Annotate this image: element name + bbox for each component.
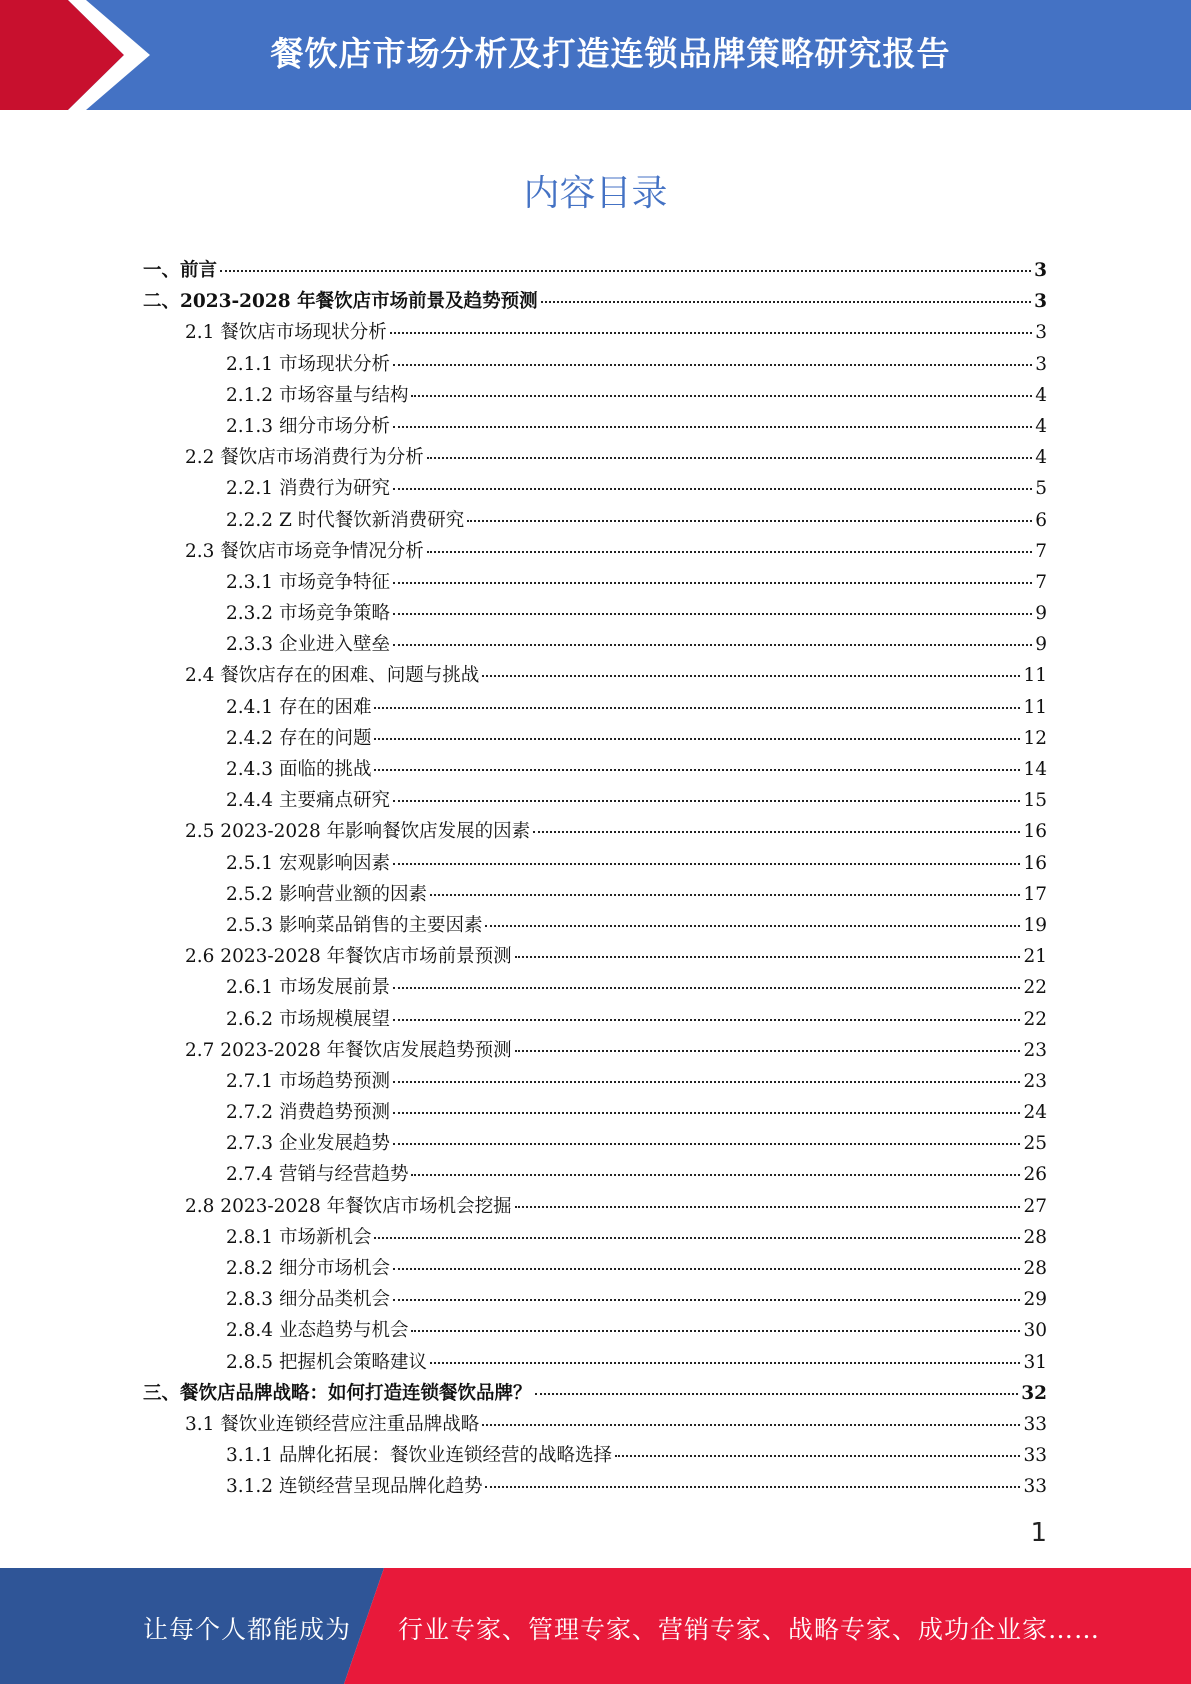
toc-entry-label: 2.3.1 市场竞争特征	[226, 571, 390, 593]
toc-entry-label: 2.7.1 市场趋势预测	[226, 1070, 390, 1092]
toc-entry-page: 3	[1035, 322, 1047, 344]
footer-slogan-right: 行业专家、管理专家、营销专家、战略专家、成功企业家……	[398, 1615, 1101, 1644]
toc-entry-page: 22	[1023, 1008, 1047, 1030]
toc-entry-page: 21	[1023, 946, 1047, 968]
toc-title: 内容目录	[523, 173, 668, 214]
toc-entry-label: 2.4.3 面临的挑战	[226, 759, 372, 780]
toc-entry[interactable]	[143, 1409, 1047, 1440]
toc-entry-page: 19	[1023, 914, 1047, 936]
toc-entry[interactable]	[143, 598, 1047, 629]
toc-entry[interactable]	[143, 1284, 1047, 1315]
toc-dot-leader	[430, 894, 1020, 896]
toc-entry-label: 2.7.2 消费趋势预测	[226, 1102, 390, 1124]
toc-entry-page: 26	[1023, 1164, 1047, 1186]
toc-entry-page: 16	[1023, 821, 1047, 843]
toc-entry-label: 三、餐饮店品牌战略：如何打造连锁餐饮品牌？	[143, 1382, 532, 1404]
toc-dot-leader	[411, 1174, 1020, 1176]
header-band	[0, 0, 1191, 110]
toc-dot-leader	[220, 270, 1031, 272]
toc-entry[interactable]	[143, 660, 1047, 691]
toc-entry-label: 2.1.1 市场现状分析	[226, 353, 390, 375]
toc-dot-leader	[390, 332, 1032, 334]
toc-entry[interactable]	[143, 723, 1047, 754]
toc-dot-leader	[411, 395, 1032, 397]
toc-entry[interactable]	[143, 1097, 1047, 1128]
toc-entry-label: 2.8.5 把握机会策略建议	[226, 1351, 427, 1373]
header-title: 餐饮店市场分析及打造连锁品牌策略研究报告	[270, 34, 951, 73]
toc-dot-leader	[485, 925, 1020, 927]
toc-entry[interactable]	[143, 910, 1047, 941]
toc-entry[interactable]	[143, 1222, 1047, 1253]
toc-entry-page: 31	[1023, 1351, 1047, 1373]
toc-entry-label: 2.6 2023-2028 年餐饮店市场前景预测	[185, 946, 512, 968]
toc-entry-page: 9	[1035, 634, 1047, 656]
toc-entry-page: 6	[1035, 509, 1047, 531]
toc-dot-leader	[393, 1112, 1020, 1114]
toc-entry-label: 2.5.2 影响营业额的因素	[226, 883, 427, 905]
page-number: 1	[1030, 1518, 1047, 1548]
toc-entry[interactable]	[143, 380, 1047, 411]
toc-entry-label: 2.6.2 市场规模展望	[226, 1008, 390, 1030]
toc-entry[interactable]	[143, 1159, 1047, 1190]
toc-entry[interactable]	[143, 349, 1047, 380]
toc-dot-leader	[535, 1393, 1019, 1395]
toc-entry-label: 2.7.4 营销与经营趋势	[226, 1164, 409, 1186]
toc-entry[interactable]	[143, 473, 1047, 504]
table-of-contents	[143, 255, 1047, 1503]
toc-entry-page: 17	[1023, 883, 1047, 905]
toc-entry[interactable]	[143, 286, 1047, 317]
toc-dot-leader	[393, 488, 1032, 490]
toc-entry[interactable]	[143, 879, 1047, 910]
toc-entry-page: 32	[1021, 1382, 1047, 1404]
toc-entry-label: 2.5.1 宏观影响因素	[226, 852, 390, 874]
toc-dot-leader	[541, 301, 1032, 303]
toc-entry-page: 11	[1023, 665, 1047, 687]
toc-entry-label: 2.8.1 市场新机会	[226, 1226, 372, 1248]
toc-entry-page: 7	[1035, 571, 1047, 593]
toc-entry-label: 2.8.3 细分品类机会	[226, 1289, 390, 1311]
toc-entry-page: 14	[1023, 759, 1047, 780]
toc-entry[interactable]	[143, 629, 1047, 660]
toc-dot-leader	[485, 1486, 1020, 1488]
toc-entry-label: 2.2 餐饮店市场消费行为分析	[185, 447, 424, 469]
toc-entry[interactable]	[143, 816, 1047, 847]
toc-dot-leader	[393, 1299, 1020, 1301]
toc-entry[interactable]	[143, 255, 1047, 286]
toc-dot-leader	[515, 1206, 1021, 1208]
toc-entry[interactable]	[143, 1035, 1047, 1066]
toc-dot-leader	[482, 1424, 1020, 1426]
toc-entry-label: 2.3.3 企业进入壁垒	[226, 634, 390, 656]
toc-dot-leader	[393, 1081, 1020, 1083]
toc-entry[interactable]	[143, 317, 1047, 348]
toc-entry-label: 二、2023-2028 年餐饮店市场前景及趋势预测	[143, 291, 538, 313]
toc-entry[interactable]	[143, 941, 1047, 972]
toc-entry-label: 3.1.2 连锁经营呈现品牌化趋势	[226, 1476, 483, 1498]
toc-entry-label: 2.4.2 存在的问题	[226, 727, 372, 749]
toc-entry-page: 28	[1023, 1258, 1047, 1279]
toc-dot-leader	[533, 831, 1020, 833]
footer-band	[0, 1568, 1191, 1684]
toc-entry-label: 3.1.1 品牌化拓展：餐饮业连锁经营的战略选择	[226, 1445, 612, 1467]
toc-dot-leader	[393, 613, 1032, 615]
toc-entry[interactable]	[143, 1440, 1047, 1471]
toc-dot-leader	[374, 707, 1020, 709]
toc-dot-leader	[393, 364, 1032, 366]
toc-entry-page: 22	[1023, 977, 1047, 999]
toc-dot-leader	[393, 800, 1020, 802]
toc-entry[interactable]	[143, 1378, 1047, 1409]
toc-dot-leader	[427, 551, 1032, 553]
toc-entry-page: 4	[1035, 384, 1047, 406]
toc-entry-label: 2.1.2 市场容量与结构	[226, 384, 409, 406]
toc-entry-page: 5	[1035, 478, 1047, 500]
toc-entry-page: 3	[1035, 353, 1047, 375]
toc-entry-label: 2.4.1 存在的困难	[226, 696, 372, 718]
toc-dot-leader	[374, 769, 1020, 771]
toc-entry-label: 2.6.1 市场发展前景	[226, 977, 390, 999]
toc-entry[interactable]	[143, 1315, 1047, 1346]
toc-entry-page: 4	[1035, 447, 1047, 469]
toc-entry-label: 2.5 2023-2028 年影响餐饮店发展的因素	[185, 821, 531, 843]
toc-entry[interactable]	[143, 785, 1047, 816]
toc-dot-leader	[393, 987, 1020, 989]
toc-dot-leader	[393, 863, 1020, 865]
toc-entry-page: 33	[1023, 1413, 1047, 1435]
toc-entry[interactable]	[143, 411, 1047, 442]
toc-entry[interactable]	[143, 1004, 1047, 1035]
toc-dot-leader	[430, 1362, 1020, 1364]
toc-entry[interactable]	[143, 692, 1047, 723]
toc-dot-leader	[615, 1455, 1020, 1457]
toc-entry-page: 7	[1035, 540, 1047, 562]
toc-entry[interactable]	[143, 1347, 1047, 1378]
toc-dot-leader	[515, 956, 1021, 958]
footer-slogan-left: 让每个人都能成为	[143, 1615, 352, 1644]
toc-entry-page: 24	[1023, 1102, 1047, 1124]
toc-dot-leader	[393, 582, 1032, 584]
toc-dot-leader	[374, 738, 1020, 740]
toc-entry[interactable]	[143, 1253, 1047, 1284]
toc-entry-page: 25	[1023, 1133, 1047, 1155]
toc-entry-page: 23	[1023, 1070, 1047, 1092]
toc-entry-label: 2.8 2023-2028 年餐饮店市场机会挖掘	[185, 1195, 512, 1217]
toc-entry-page: 3	[1034, 291, 1047, 313]
toc-entry-label: 2.8.4 业态趋势与机会	[226, 1320, 409, 1342]
toc-entry-label: 2.7 2023-2028 年餐饮店发展趋势预测	[185, 1039, 512, 1061]
toc-dot-leader	[393, 644, 1032, 646]
toc-entry-label: 2.3.2 市场竞争策略	[226, 603, 390, 625]
toc-entry[interactable]	[143, 972, 1047, 1003]
toc-entry-label: 2.4 餐饮店存在的困难、问题与挑战	[185, 665, 480, 687]
toc-entry-label: 2.8.2 细分市场机会	[226, 1258, 390, 1279]
toc-entry-page: 33	[1023, 1476, 1047, 1498]
toc-dot-leader	[393, 1268, 1020, 1270]
toc-entry[interactable]	[143, 505, 1047, 536]
toc-entry-label: 2.7.3 企业发展趋势	[226, 1133, 390, 1155]
toc-entry-page: 12	[1023, 727, 1047, 749]
toc-entry-label: 2.2.2 Z 时代餐饮新消费研究	[226, 509, 465, 531]
toc-entry[interactable]	[143, 1471, 1047, 1502]
toc-entry[interactable]	[143, 442, 1047, 473]
toc-entry-label: 2.1 餐饮店市场现状分析	[185, 322, 387, 344]
toc-entry-page: 30	[1023, 1320, 1047, 1342]
toc-entry-label: 2.5.3 影响菜品销售的主要因素	[226, 914, 483, 936]
toc-entry-label: 2.4.4 主要痛点研究	[226, 790, 390, 812]
toc-entry-page: 27	[1023, 1195, 1047, 1217]
toc-entry[interactable]	[143, 848, 1047, 879]
toc-entry-page: 29	[1023, 1289, 1047, 1311]
toc-entry[interactable]	[143, 1066, 1047, 1097]
toc-entry-page: 16	[1023, 852, 1047, 874]
toc-entry-page: 3	[1034, 260, 1047, 281]
toc-dot-leader	[427, 457, 1032, 459]
toc-entry-page: 23	[1023, 1039, 1047, 1061]
toc-entry-page: 9	[1035, 603, 1047, 625]
toc-entry-page: 11	[1023, 696, 1047, 718]
toc-entry-page: 4	[1035, 415, 1047, 437]
toc-entry-label: 2.2.1 消费行为研究	[226, 478, 390, 500]
toc-dot-leader	[467, 520, 1032, 522]
toc-entry[interactable]	[143, 1128, 1047, 1159]
toc-dot-leader	[393, 1019, 1020, 1021]
toc-entry-page: 28	[1023, 1226, 1047, 1248]
toc-dot-leader	[482, 675, 1020, 677]
toc-dot-leader	[515, 1050, 1021, 1052]
toc-dot-leader	[393, 1143, 1020, 1145]
toc-entry-label: 3.1 餐饮业连锁经营应注重品牌战略	[185, 1413, 480, 1435]
toc-entry[interactable]	[143, 1191, 1047, 1222]
toc-entry-label: 一、前言	[143, 260, 218, 281]
toc-dot-leader	[393, 426, 1032, 428]
toc-entry-page: 15	[1023, 790, 1047, 812]
toc-entry[interactable]	[143, 567, 1047, 598]
toc-dot-leader	[374, 1237, 1020, 1239]
toc-dot-leader	[411, 1330, 1020, 1332]
toc-entry[interactable]	[143, 536, 1047, 567]
toc-entry-label: 2.1.3 细分市场分析	[226, 415, 390, 437]
toc-entry-page: 33	[1023, 1445, 1047, 1467]
toc-entry[interactable]	[143, 754, 1047, 785]
toc-entry-label: 2.3 餐饮店市场竞争情况分析	[185, 540, 424, 562]
